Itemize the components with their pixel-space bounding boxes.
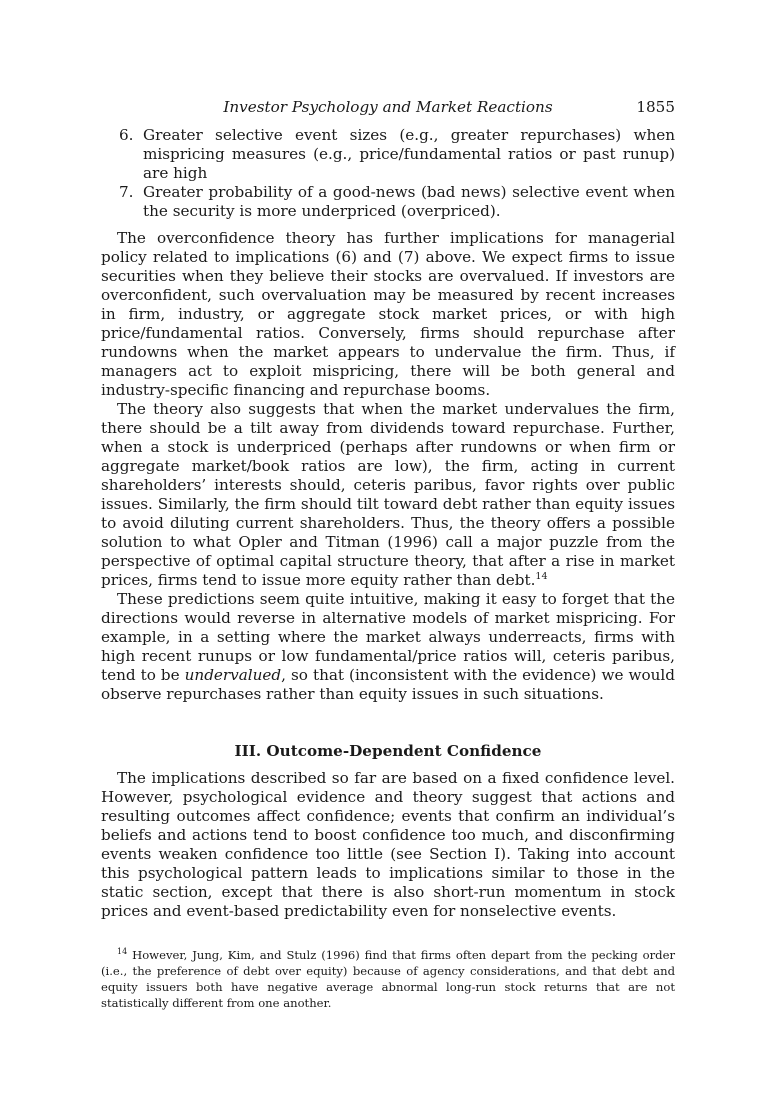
list-item xyxy=(101,183,675,221)
footnote-text: However, Jung, Kim, and Stulz (1996) find that firms often depart from the pecking order (i.e., the preference of debt over equity) because of agency considerations, and that debt and equity issuers both have negative average abnormal long-run stock returns that are not statistically different from one another. xyxy=(101,948,675,1010)
paragraph: The implications described so far are based on a fixed confidence level. However, psychological evidence and theory suggest that actions and resulting outcomes affect confidence; events that confirm an individual’s beliefs and actions tend to boost confidence too much, and disconfirming events weaken confidence too little (see Section I). Taking into account this psychological pattern leads to implications similar to those in the static section, except that there is also short-run momentum in stock prices and event-based predictability even for nonselective events. xyxy=(101,769,675,920)
paragraph-text: The theory also suggests that when the market undervalues the firm, there should be a tilt away from dividends toward repurchase. Further, when a stock is underpriced (perhaps after rundowns or when firm or aggregate market/book ratios are low), the firm, acting in current shareholders’ interests should, ceteris paribus, favor rights over public issues. Similarly, the firm should tilt toward debt rather than equity issues to avoid diluting current shareholders. Thus, the theory offers a possible solution to what Opler and Titman (1996) call a major puzzle from the perspective of optimal capital structure theory, that after a rise in market prices, firms tend to issue more equity rather than debt. xyxy=(101,400,675,589)
running-title: Investor Psychology and Market Reactions xyxy=(223,98,553,116)
list-item-text: Greater probability of a good-news (bad news) selective event when the security is more underpriced (overpriced). xyxy=(143,183,675,220)
list-item-text: Greater selective event sizes (e.g., greater repurchases) when mispricing measures (e.g., price/fundamental ratios or past runup) are high xyxy=(143,126,675,182)
footnote xyxy=(101,947,675,1011)
paragraph xyxy=(101,590,675,704)
page-number: 1855 xyxy=(636,98,675,116)
paragraph-text: These predictions seem quite intuitive, making it easy to forget that the directions would reverse in alternative models of market mispricing. For example, in a setting where the market always underreacts, firms with high recent runups or low fundamental/price ratios will, ceteris paribus, tend to be xyxy=(101,590,675,684)
page-header xyxy=(101,98,675,120)
implications-list xyxy=(101,126,675,221)
list-item-number: 7. xyxy=(119,183,134,201)
footnote-marker: 14 xyxy=(117,947,128,956)
paragraph xyxy=(101,400,675,590)
section-heading: III. Outcome-Dependent Confidence xyxy=(234,742,542,760)
emphasis-text: undervalued xyxy=(184,666,282,684)
list-item xyxy=(101,126,675,183)
page xyxy=(101,98,675,1011)
paragraph-text: , so that (inconsistent with the evidence) we would observe repurchases rather than equity issues in such situations. xyxy=(101,666,675,703)
footnote-reference: 14 xyxy=(535,571,548,582)
paragraph: The overconfidence theory has further implications for managerial policy related to implications (6) and (7) above. We expect firms to issue securities when they believe their stocks are overvalued. If investors are overconfident, such overvaluation may be measured by recent increases in firm, industry, or aggregate stock market prices, or with high price/fundamental ratios. Conversely, firms should repurchase after rundowns when the market appears to undervalue the firm. Thus, if managers act to exploit mispricing, there will be both general and industry-specific financing and repurchase booms. xyxy=(101,229,675,399)
list-item-number: 6. xyxy=(119,126,134,144)
